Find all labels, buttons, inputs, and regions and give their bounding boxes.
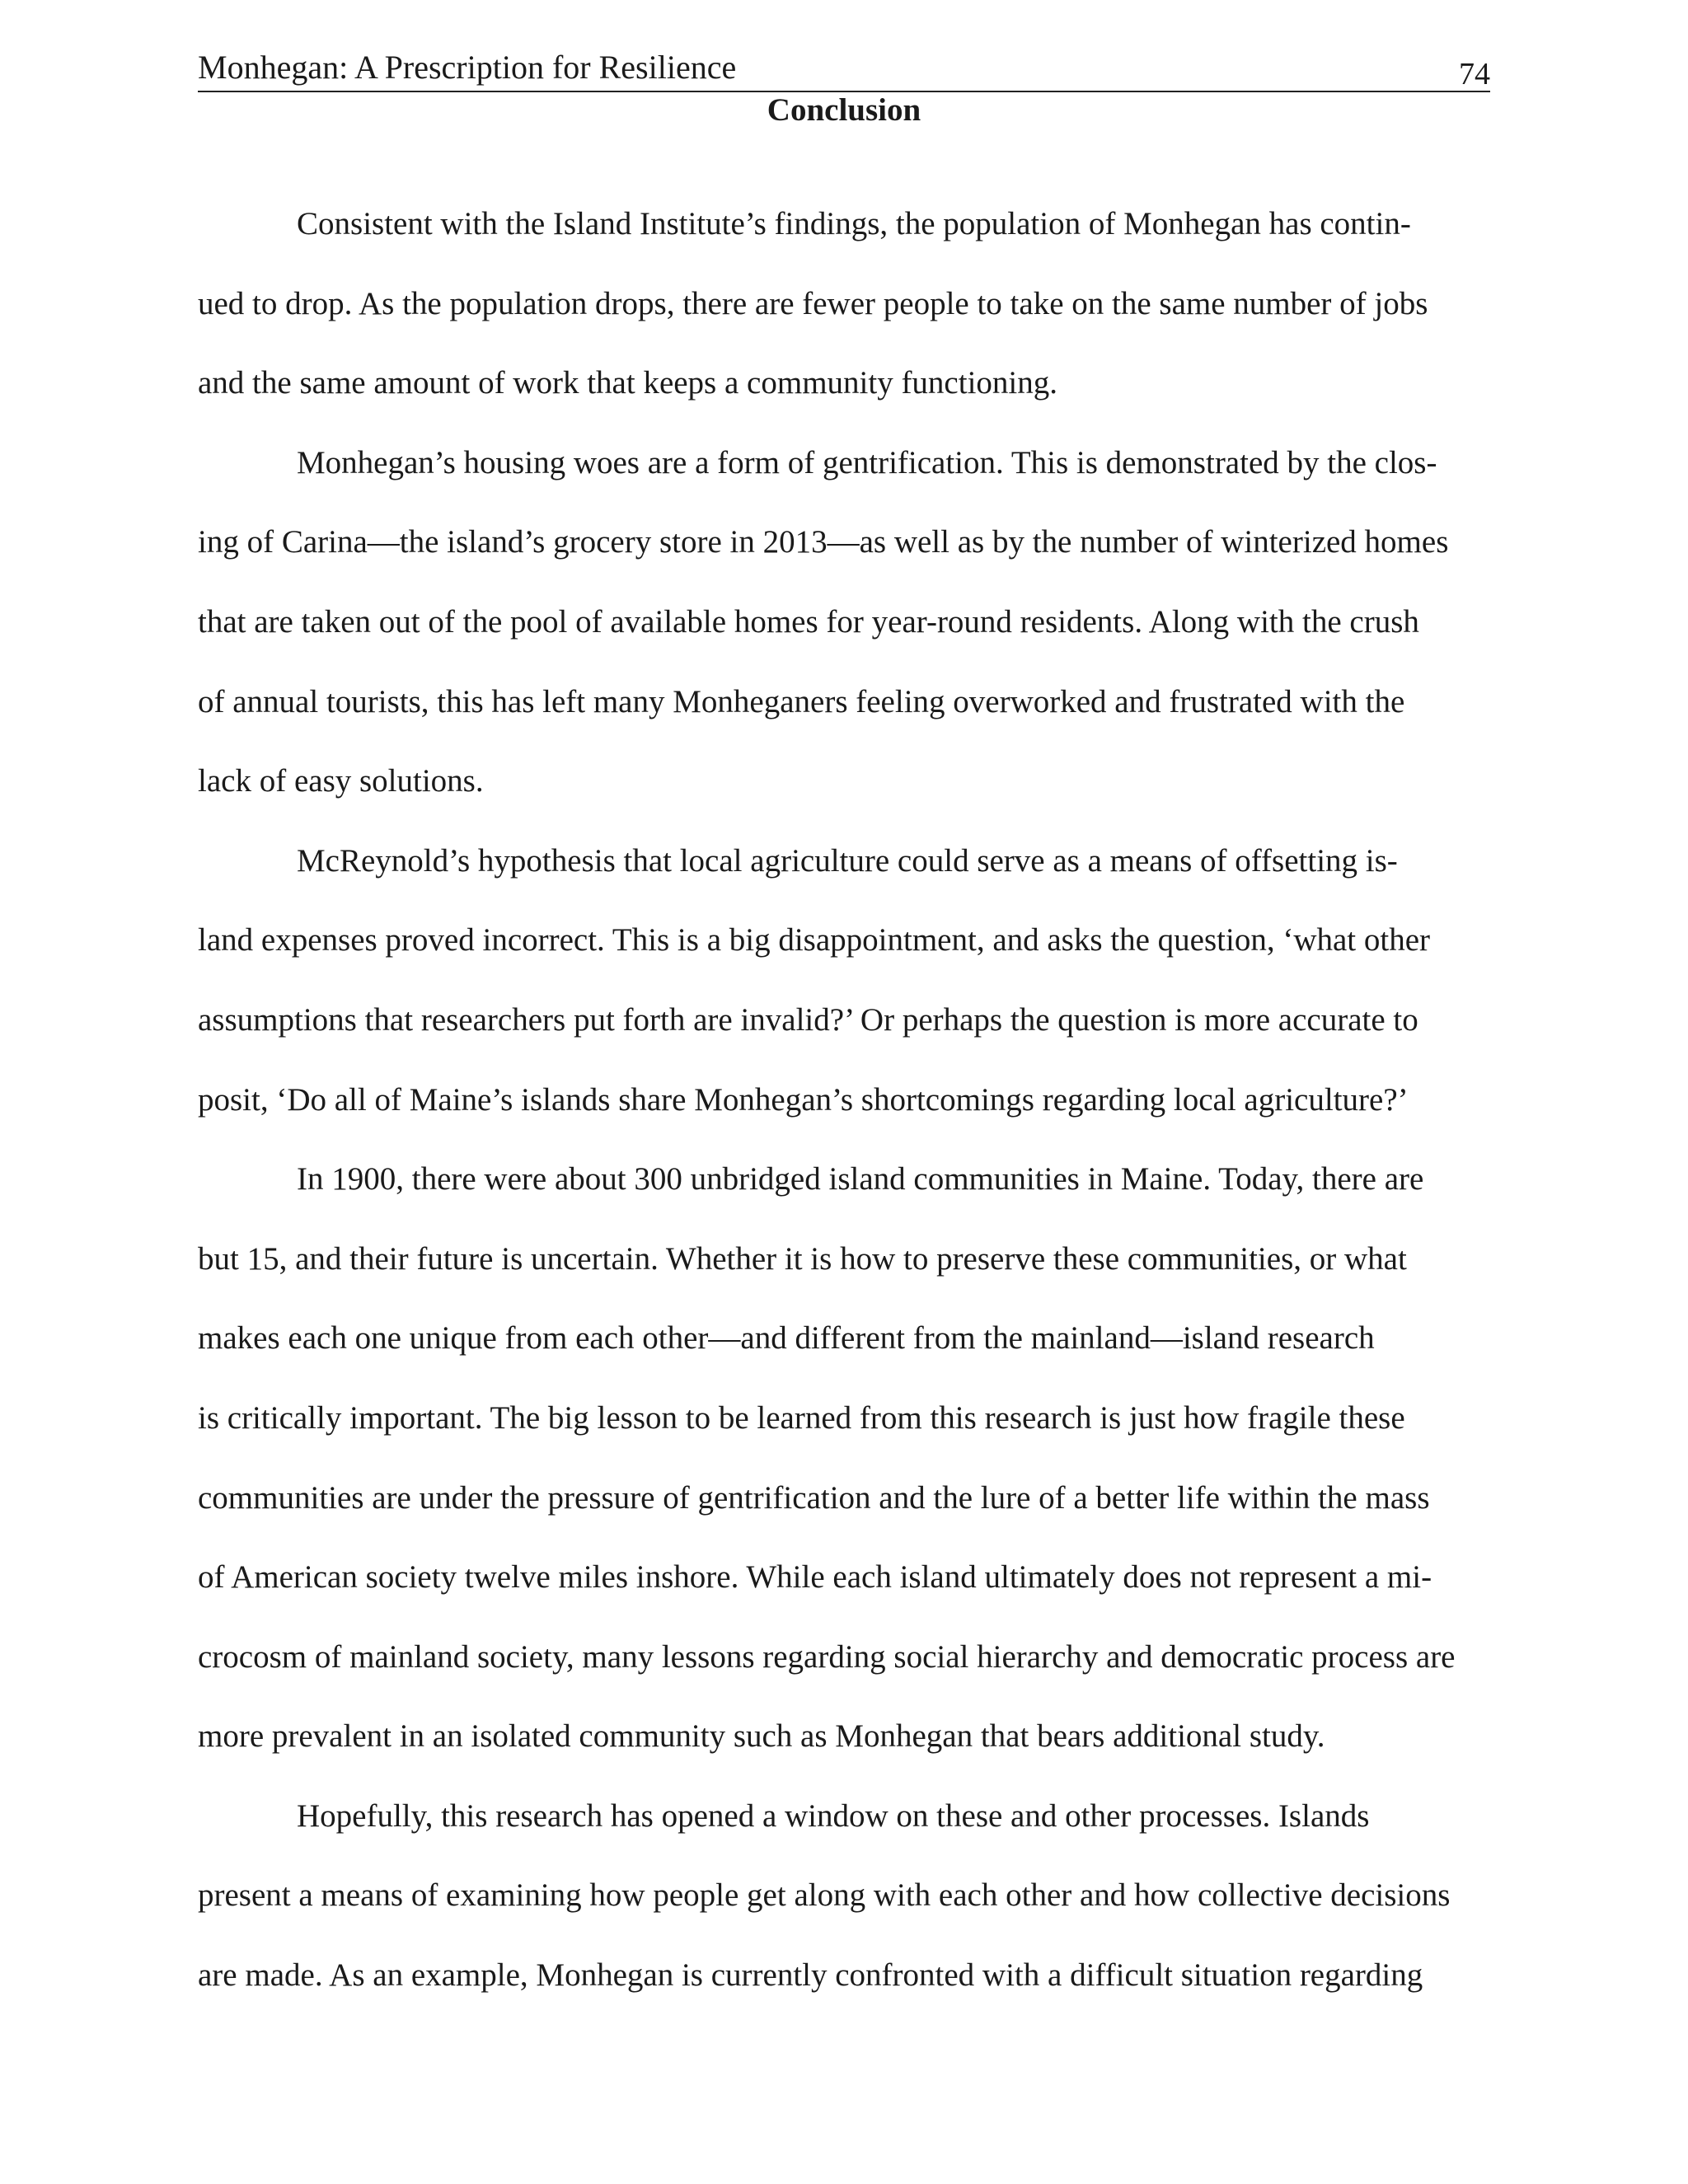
page-number: 74: [1459, 57, 1490, 91]
body-text: [198, 204, 1493, 2036]
paragraph-2-line: Monhegan’s housing woes are a form of gentrification. This is demonstrated by the clos-: [297, 444, 1437, 480]
paragraph-5-line: are made. As an example, Monhegan is currently confronted with a difficult situation regarding: [198, 1957, 1423, 1994]
paragraph-2-line: that are taken out of the pool of available homes for year-round residents. Along with the crush: [198, 603, 1419, 640]
paragraph-2-line: of annual tourists, this has left many Monheganers feeling overworked and frustrated with the: [198, 683, 1405, 719]
paragraph-4-line: In 1900, there were about 300 unbridged island communities in Maine. Today, there are: [297, 1161, 1424, 1197]
paragraph-4-line: but 15, and their future is uncertain. Whether it is how to preserve these communities, or what: [198, 1240, 1407, 1277]
paragraph-4-line: of American society twelve miles inshore. While each island ultimately does not represent a mi-: [198, 1559, 1432, 1596]
paragraph-4-line: communities are under the pressure of gentrification and the lure of a better life within the mass: [198, 1479, 1430, 1516]
paragraph-2-line: lack of easy solutions.: [198, 763, 484, 799]
paragraph-5-line: Hopefully, this research has opened a window on these and other processes. Islands: [297, 1797, 1370, 1834]
paragraph-4-line: is critically important. The big lesson to be learned from this research is just how fragile these: [198, 1399, 1405, 1436]
paragraph-5-line: present a means of examining how people get along with each other and how collective decisions: [198, 1877, 1451, 1914]
paragraph-4-line: makes each one unique from each other—and different from the mainland—island research: [198, 1320, 1375, 1357]
running-header: [198, 43, 1490, 92]
paragraph-3-line: assumptions that researchers put forth are invalid?’ Or perhaps the question is more accurate to: [198, 1001, 1418, 1038]
section-heading: Conclusion: [767, 92, 921, 128]
paragraph-2-line: ing of Carina—the island’s grocery store in 2013—as well as by the number of winterized homes: [198, 524, 1449, 560]
paragraph-3-line: posit, ‘Do all of Maine’s islands share Monhegan’s shortcomings regarding local agriculture?’: [198, 1081, 1409, 1118]
paragraph-3-line: land expenses proved incorrect. This is a big disappointment, and asks the question, ‘what other: [198, 922, 1431, 958]
paragraph-4-line: more prevalent in an isolated community such as Monhegan that bears additional study.: [198, 1718, 1325, 1755]
paragraph-4-line: crocosm of mainland society, many lessons regarding social hierarchy and democratic process are: [198, 1638, 1456, 1675]
paragraph-1-line: ued to drop. As the population drops, there are fewer people to take on the same number of jobs: [198, 285, 1428, 321]
paragraph-3-line: McReynold’s hypothesis that local agriculture could serve as a means of offsetting is-: [297, 842, 1398, 879]
running-title: Monhegan: A Prescription for Resilience: [198, 49, 737, 86]
paragraph-1-line: Consistent with the Island Institute’s findings, the population of Monhegan has contin-: [297, 206, 1411, 241]
paragraph-1-line: and the same amount of work that keeps a community functioning.: [198, 365, 1058, 401]
